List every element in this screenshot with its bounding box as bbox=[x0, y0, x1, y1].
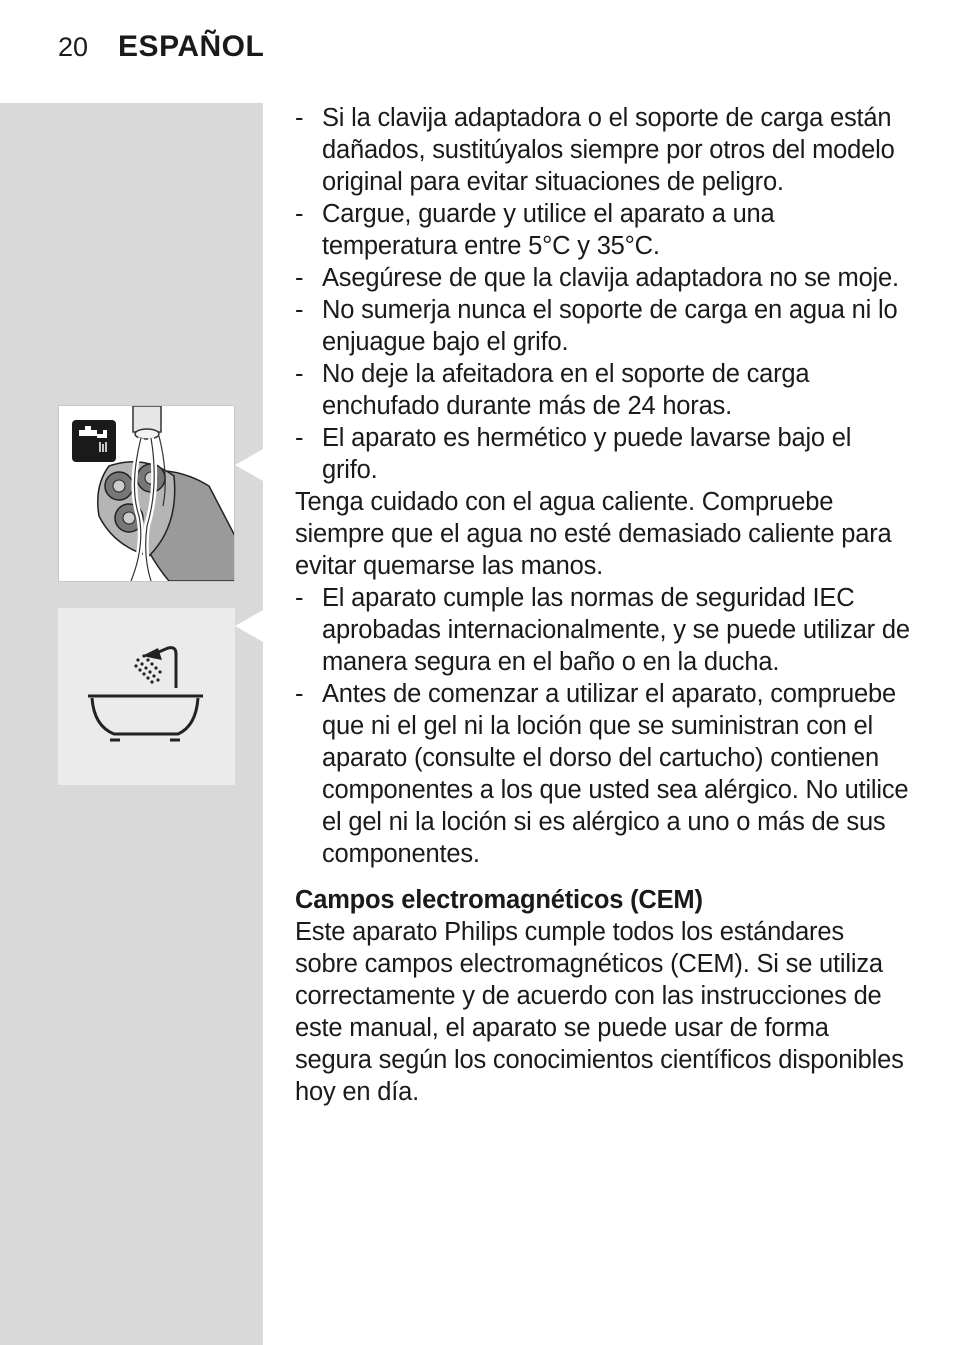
emf-paragraph: Este aparato Philips cumple todos los estándares sobre campos electromagnéticos (CEM). Si se utiliza correctamente y de acuerdo con las instrucciones de este manual, el aparato se puede usar de forma segura según los conocimientos científicos disponibles hoy en día. bbox=[295, 918, 904, 1106]
safety-list-b bbox=[295, 582, 910, 870]
list-item: - Si la clavija adaptadora o el soporte de carga están dañados, sustitúyalos siempre por otros del modelo original para evitar situaciones de peligro. bbox=[295, 102, 910, 198]
figure-pointer bbox=[235, 449, 263, 481]
hot-water-warning: Tenga cuidado con el agua caliente. Compruebe siempre que el agua no esté demasiado caliente para evitar quemarse las manos. bbox=[295, 488, 892, 580]
rinse-under-tap-icon bbox=[59, 406, 234, 581]
page-header bbox=[58, 30, 264, 76]
list-item: - El aparato es hermético y puede lavarse bajo el grifo. bbox=[295, 422, 910, 486]
list-item: - No deje la afeitadora en el soporte de carga enchufado durante más de 24 horas. bbox=[295, 358, 910, 422]
figure-pointer bbox=[235, 610, 263, 642]
list-item: - Cargue, guarde y utilice el aparato a una temperatura entre 5°C y 35°C. bbox=[295, 198, 910, 262]
section-language-title: ESPAÑOL bbox=[118, 30, 265, 63]
safety-list-a bbox=[295, 102, 910, 486]
page-number: 20 bbox=[58, 32, 89, 62]
figure-bathtub-shower bbox=[58, 608, 235, 785]
figure-rinse-shaver bbox=[58, 405, 235, 582]
list-item: - Antes de comenzar a utilizar el aparato, compruebe que ni el gel ni la loción que se suministran con el aparato (consulte el dorso del cartucho) contienen componentes a los que usted sea alérgico. No utilice el gel ni la loción si es alérgico a uno o más de sus componentes. bbox=[295, 678, 910, 870]
list-item: - Asegúrese de que la clavija adaptadora no se moje. bbox=[295, 262, 910, 294]
list-item: - El aparato cumple las normas de seguridad IEC aprobadas internacionalmente, y se puede utilizar de manera segura en el baño o en la ducha. bbox=[295, 582, 910, 678]
bathtub-shower-icon bbox=[58, 608, 235, 785]
emf-heading: Campos electromagnéticos (CEM) bbox=[295, 886, 703, 914]
main-text bbox=[295, 102, 910, 1108]
list-item: - No sumerja nunca el soporte de carga en agua ni lo enjuague bajo el grifo. bbox=[295, 294, 910, 358]
